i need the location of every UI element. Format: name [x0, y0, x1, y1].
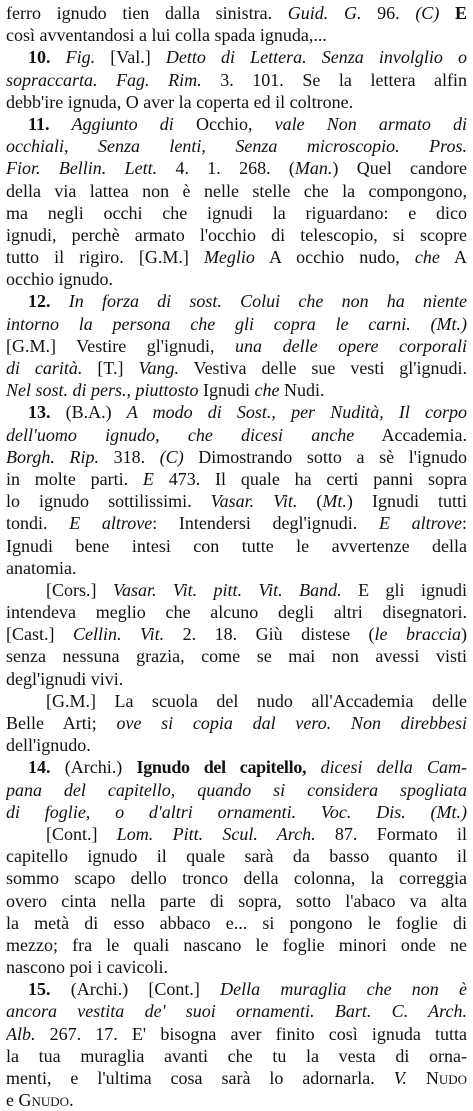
text-segment: Lom. Pitt. Scul. Arch. [116, 823, 316, 844]
text-line [6, 180, 467, 202]
text-line [6, 712, 467, 734]
text-segment: (C) [415, 3, 440, 23]
text-segment: Alb. [6, 1023, 36, 1044]
text-segment: E [142, 468, 154, 489]
text-line [6, 690, 467, 712]
text-line [6, 912, 467, 934]
text-segment: : [461, 513, 467, 534]
text-segment: 267. 17. E' bisogna aver finito così ignuda tutta [35, 1023, 467, 1044]
text-segment: di carità. [6, 358, 83, 378]
text-segment: vale Non armato di [274, 113, 467, 134]
text-segment: Vestiva delle sue vesti gl'ignudi. [178, 358, 467, 378]
text-segment: dicesi della Cam- [320, 757, 467, 778]
text-segment: [G.M.] Vestire gl'ignudi, [6, 335, 236, 356]
text-segment: Nudo [425, 1068, 467, 1088]
text-segment: dell'uomo ignudo, che dicesi anche [6, 424, 355, 445]
text-segment: una delle opere corporali [235, 335, 467, 356]
text-line [6, 867, 467, 889]
text-segment: Ignudi [198, 380, 255, 401]
text-line [6, 623, 467, 645]
text-segment: intorno la persona che gli copra le carni. (Mt.) [6, 313, 467, 334]
text-segment: Vang. [138, 358, 179, 378]
text-line [6, 1045, 467, 1067]
text-segment: sopraccarta. Fag. Rim. [6, 69, 202, 90]
text-segment: dell'ignudo. [6, 735, 91, 756]
text-segment: 15. [28, 979, 51, 1000]
text-segment: [T.] [82, 358, 139, 378]
text-segment: [Val.] [95, 47, 166, 68]
text-segment: Guid. G. [287, 3, 362, 23]
text-segment: A modo di Sost., per Nudità, Il corpo [126, 402, 467, 423]
text-line [6, 1067, 467, 1089]
text-segment: 12. [28, 291, 51, 312]
text-line [6, 978, 467, 1000]
text-line [6, 46, 467, 68]
text-segment: ) [461, 624, 467, 645]
text-line [6, 668, 467, 690]
text-segment: [G.M.] La scuola del nudo all'Accademia delle [46, 690, 467, 711]
text-segment: E altrove [378, 513, 462, 534]
text-segment: (Archi.) [50, 757, 137, 778]
text-segment: Borgh. Rip. [6, 446, 99, 467]
text-segment: lo ignudo sottilissimi. [6, 491, 211, 512]
text-segment: 10. [28, 47, 51, 68]
text-segment: ( [297, 491, 323, 512]
text-segment: Aggiunto di [71, 113, 174, 134]
text-line [6, 2, 467, 24]
text-line [6, 379, 467, 401]
text-segment: Ignudi bene intesi con tutte le avvertenze della [6, 535, 467, 556]
text-segment [51, 291, 69, 311]
text-segment: Fig. [65, 47, 96, 68]
text-segment: ignudi, perchè armato l'occhio di telescopio, si scopre [6, 224, 467, 245]
text-line [6, 557, 467, 579]
text-segment: Nel sost. di pers., piuttosto [6, 380, 199, 401]
text-segment [50, 114, 72, 134]
text-line [6, 1000, 467, 1022]
text-line [6, 734, 467, 756]
text-segment: ove si copia dal vero. Non direbbesi [116, 713, 467, 733]
text-segment: Occhio, [173, 113, 275, 134]
text-segment: Vasar. Vit. pitt. Vit. Band. [112, 579, 342, 600]
text-segment: 3. 101. Se la lettera alfin [201, 69, 467, 90]
text-segment: Gnudo [18, 1090, 70, 1111]
text-segment: ma negli occhi che ignudi la riguardano: e dico [6, 202, 467, 223]
text-segment [306, 757, 320, 777]
text-segment: Ignudo del capitello, [136, 757, 307, 778]
text-segment: E gli ignudi [341, 579, 467, 600]
text-segment: 318. [98, 446, 160, 467]
text-line [6, 823, 467, 845]
text-segment: così avventandosi a lui colla spada ignuda,... [6, 25, 327, 46]
text-segment: nascono poi i cavicoli. [6, 957, 168, 978]
text-line [6, 313, 467, 335]
text-line [6, 446, 467, 468]
text-line [6, 202, 467, 224]
text-segment: Dimostrando sotto a sè l'ignudo [183, 446, 467, 467]
text-segment: (C) [159, 446, 184, 467]
text-segment: Accademia. [354, 424, 467, 445]
text-line [6, 246, 467, 268]
text-line [6, 290, 467, 312]
text-segment: menti, e l'ultima cosa sarà lo adornarla. [6, 1068, 394, 1088]
text-segment: la metà di esso abbaco e... si pongono le foglie di [6, 912, 467, 933]
text-segment: E altrove [69, 513, 153, 534]
text-line [6, 512, 467, 534]
text-line [6, 357, 467, 379]
text-line [6, 934, 467, 956]
text-segment: . [69, 1090, 74, 1111]
text-segment: (Archi.) [Cont.] [50, 979, 221, 1000]
text-line [6, 268, 467, 290]
text-segment: 87. Formato il [315, 823, 467, 844]
text-segment: In forza di sost. Colui che non ha niente [68, 291, 467, 312]
text-segment: Meglio [203, 247, 255, 268]
text-segment: che [254, 380, 280, 401]
text-segment: : Intendersi degl'ignudi. [152, 513, 379, 534]
text-segment: 11. [28, 113, 50, 134]
text-segment: sommo scapo dello tronco della colonna, la correggia [6, 868, 467, 889]
text-line [6, 224, 467, 246]
text-line [6, 24, 467, 46]
text-segment: Della muraglia che non è [220, 979, 467, 1000]
text-segment: anatomia. [6, 557, 77, 578]
text-segment: Fior. Bellin. Lett. [6, 158, 158, 179]
text-segment: le braccia [374, 624, 462, 645]
text-line [6, 335, 467, 357]
text-segment [407, 1068, 426, 1088]
text-segment: occhio ignudo. [6, 269, 113, 290]
text-segment: mezzo; fra le quali nascano le foglie minori onde ne [6, 934, 467, 955]
text-segment: [Cont.] [46, 823, 117, 844]
text-segment: ancora vestita de' suoi ornamenti. Bart. C. Arch. [6, 1001, 467, 1022]
text-line [6, 645, 467, 667]
text-line [6, 579, 467, 601]
text-segment: Detto di Lettera. Senza involglio o [165, 47, 467, 68]
text-segment: [Cors.] [46, 579, 113, 600]
text-segment: (B.A.) [50, 402, 127, 423]
text-segment: A [439, 247, 467, 268]
text-segment: 473. Il quale ha certi panni sopra [153, 468, 467, 489]
text-line [6, 1023, 467, 1045]
text-segment: Vasar. Vit. [210, 491, 298, 512]
text-line [6, 91, 467, 113]
text-segment: occhiali, Senza lenti, Senza microscopio. Pros. [6, 136, 467, 157]
text-line [6, 956, 467, 978]
text-line [6, 113, 467, 135]
text-segment: 96. [361, 3, 416, 23]
text-segment: in molte parti. [6, 468, 143, 489]
text-line [6, 490, 467, 512]
text-line [6, 1089, 467, 1111]
text-line [6, 401, 467, 423]
text-segment: capitello ignudo il quale sarà da basso quanto il [6, 846, 467, 867]
text-line [6, 756, 467, 778]
text-segment [51, 47, 66, 67]
text-segment: [Cast.] [6, 624, 73, 645]
text-segment: 13. [28, 402, 51, 423]
text-segment: ferro ignudo tien dalla sinistra. [6, 3, 288, 23]
text-line [6, 468, 467, 490]
text-line [6, 157, 467, 179]
text-line [6, 135, 467, 157]
text-line [6, 779, 467, 801]
text-segment: Man. [294, 158, 333, 179]
text-segment: senza nessuna grazia, come se mai non avessi visti [6, 646, 467, 667]
text-segment [439, 3, 455, 23]
text-segment: tondi. [6, 513, 70, 534]
text-segment: degl'ignudi vivi. [6, 668, 124, 689]
text-segment: ) Quel candore [332, 158, 467, 179]
text-segment: 14. [28, 757, 51, 778]
text-line [6, 845, 467, 867]
text-line [6, 890, 467, 912]
text-segment: 4. 1. 268. ( [157, 158, 295, 179]
text-segment: E [454, 3, 467, 23]
text-segment: intendeva meglio che alcuno degli altri disegnatori. [6, 602, 467, 623]
text-segment: debb'ire ignuda, O aver la coperta ed il coltrone. [6, 91, 354, 112]
text-line [6, 601, 467, 623]
text-line [6, 801, 467, 823]
text-segment: della via lattea non è nelle stelle che la compongono, [6, 180, 467, 201]
text-segment: Nudi. [279, 380, 325, 401]
text-segment: 2. 18. Giù distese ( [164, 624, 375, 645]
text-segment: Belle Arti; [6, 713, 117, 733]
text-line [6, 535, 467, 557]
text-segment: Mt. [322, 491, 347, 512]
text-segment: che [414, 247, 440, 268]
text-line [6, 69, 467, 91]
text-segment: la tua muraglia avanti che tu la vesta di orna- [6, 1045, 467, 1066]
text-segment: overo cinta nella parte di sopra, sotto l'abaco va alta [6, 890, 467, 911]
text-segment: tutto il rigiro. [G.M.] [6, 247, 204, 268]
text-segment: Cellin. Vit. [72, 624, 165, 645]
text-segment: pana del capitello, quando si considera spogliata [6, 779, 467, 800]
text-segment: ) Ignudi tutti [346, 491, 467, 512]
text-segment: di foglie, o d'altri ornamenti. Voc. Dis. (Mt.) [6, 801, 467, 822]
text-segment: A occhio nudo, [254, 247, 415, 268]
text-line [6, 424, 467, 446]
text-segment: e [6, 1090, 19, 1111]
text-segment: V. [393, 1068, 407, 1088]
